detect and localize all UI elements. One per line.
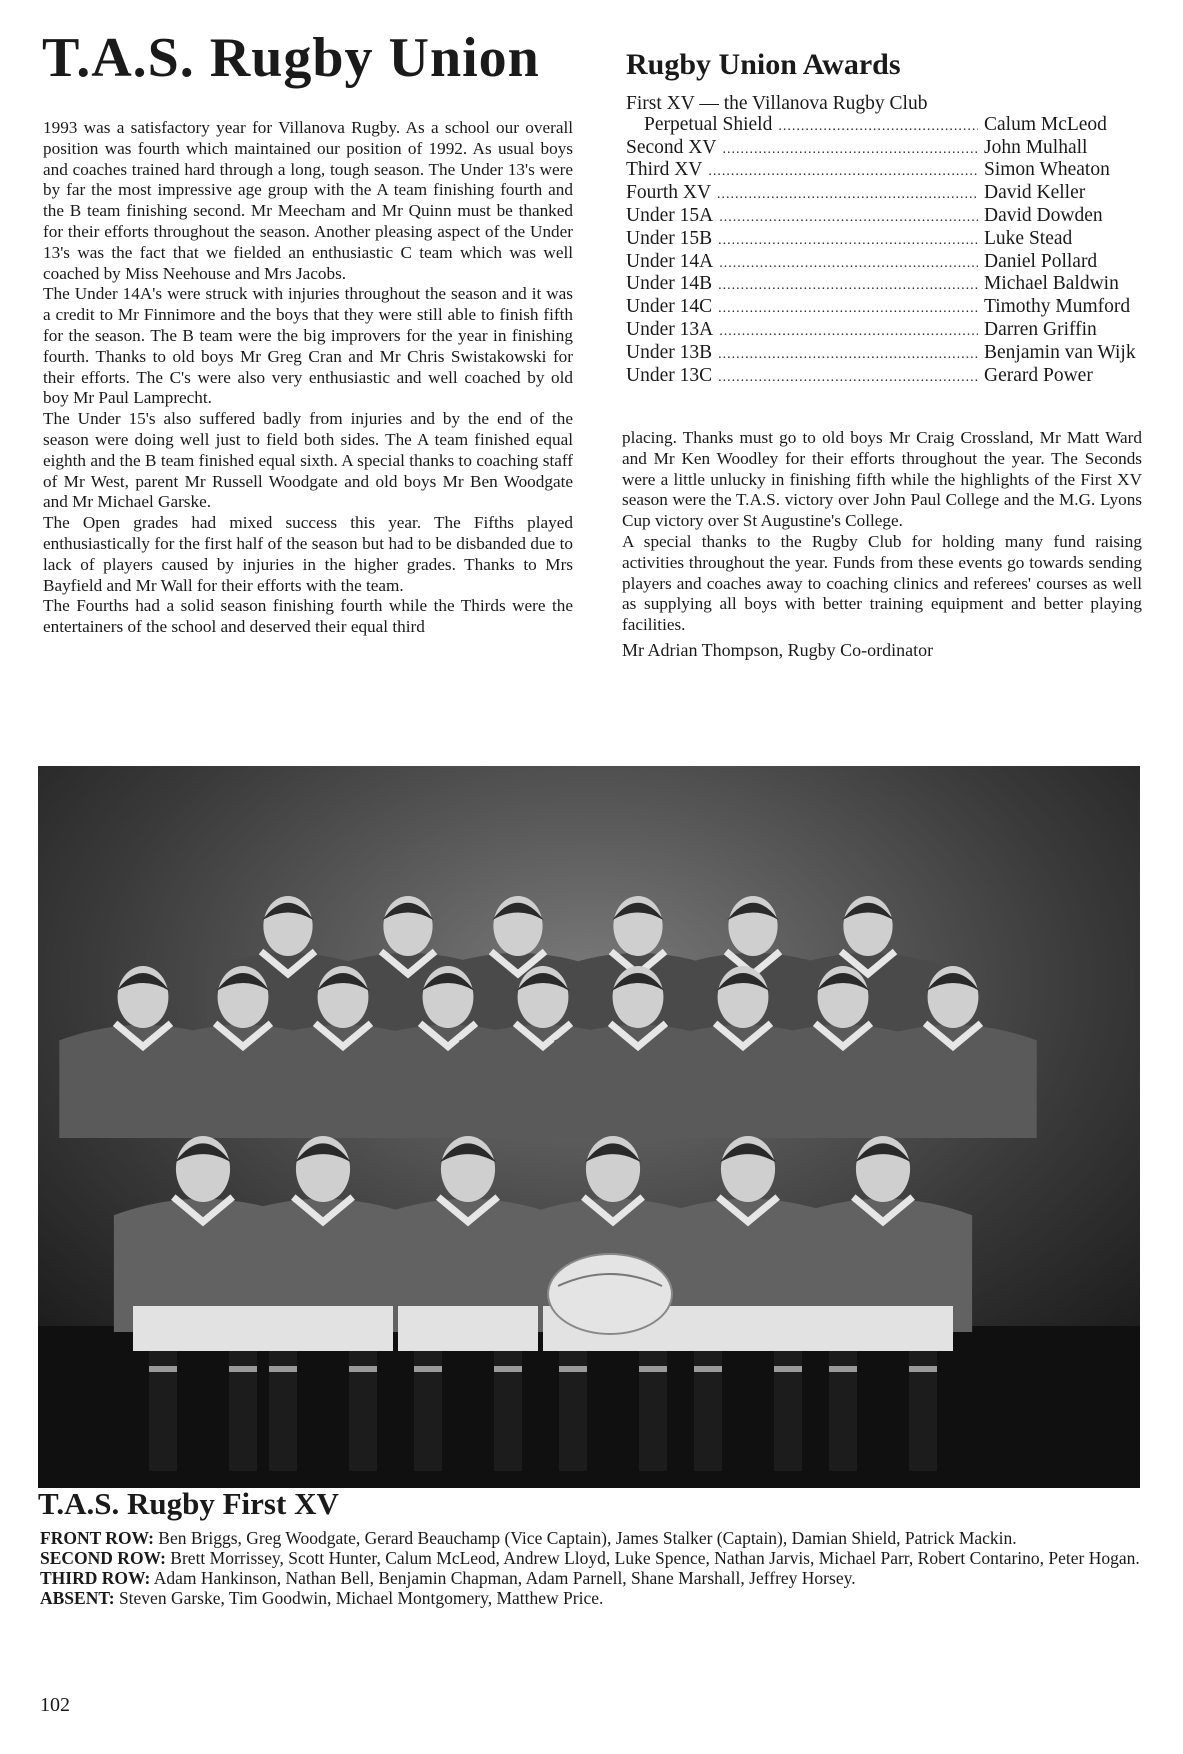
sock-stripe bbox=[229, 1366, 257, 1372]
article-paragraph: A special thanks to the Rugby Club for holding many fund raising activities throughout the year. Funds from these events go towards sending players and coaches away to coaching clinics and referees' courses as well as supplying all boys with better training equipment and better playing facilities. bbox=[622, 531, 1142, 635]
sock-stripe bbox=[269, 1366, 297, 1372]
sock-stripe bbox=[774, 1366, 802, 1372]
team-photo bbox=[38, 766, 1140, 1488]
caption-label: SECOND ROW: bbox=[40, 1548, 166, 1568]
sock-stripe bbox=[494, 1366, 522, 1372]
award-row bbox=[626, 229, 1144, 252]
award-row bbox=[626, 160, 1144, 183]
player-jersey bbox=[869, 1025, 1036, 1138]
award-row bbox=[626, 183, 1144, 206]
player-shorts bbox=[133, 1306, 273, 1351]
award-winner: David Dowden bbox=[984, 204, 1103, 226]
article-paragraph: placing. Thanks must go to old boys Mr Craig Crossland, Mr Matt Ward and Mr Ken Woodley for their efforts throughout the year. The Seconds were a little unlucky in finishing fifth while the highlights of the First XV season were the T.A.S. victory over John Paul College and the M.G. Lyons Cup victory over St Augustine's College. bbox=[622, 428, 1142, 531]
sock-stripe bbox=[149, 1366, 177, 1372]
award-row bbox=[626, 252, 1144, 275]
article-left-column bbox=[43, 118, 573, 638]
caption-row-front bbox=[40, 1528, 1145, 1548]
award-name: Third XV bbox=[626, 159, 703, 181]
award-name: Under 13A bbox=[626, 318, 714, 340]
awards-list bbox=[626, 94, 1144, 388]
caption-label: FRONT ROW: bbox=[40, 1528, 154, 1548]
article-paragraph: The Fourths had a solid season finishing fourth while the Thirds were the entertainers of the school and deserved their equal third bbox=[43, 596, 573, 637]
article-paragraph: The Under 15's also suffered badly from injuries and by the end of the season were doing well just to field both sides. The A team finished equal eighth and the B team finished equal sixth. A special thanks to coaching staff of Mr West, parent Mr Russell Woodgate and old boys Mr Ben Woodgate and Mr Michael Garske. bbox=[43, 409, 573, 512]
dot-leader bbox=[719, 254, 978, 275]
player-shorts bbox=[253, 1306, 393, 1351]
photo-caption bbox=[40, 1528, 1145, 1608]
caption-names: Ben Briggs, Greg Woodgate, Gerard Beauchamp (Vice Captain), James Stalker (Captain), Damian Shield, Patrick Mackin. bbox=[158, 1528, 1017, 1548]
award-winner: Daniel Pollard bbox=[984, 250, 1098, 272]
dot-leader bbox=[718, 345, 978, 366]
award-row bbox=[626, 274, 1144, 297]
award-winner: Timothy Mumford bbox=[984, 296, 1131, 318]
dot-leader bbox=[708, 162, 978, 183]
article-right-column bbox=[622, 428, 1142, 661]
award-name: Under 14C bbox=[626, 296, 713, 318]
article-paragraph: The Under 14A's were struck with injuries throughout the season and it was a credit to Mr Finnimore and the boys that they were still able to finish fifth for the season. The B team were the big improvers for the year in finishing fourth. Thanks to old boys Mr Greg Cran and Mr Chris Swistakowski for their efforts. The C's were also very enthusiastic and well coached by old boy Mr Paul Lamprecht. bbox=[43, 284, 573, 408]
team-photo-illustration bbox=[38, 766, 1140, 1488]
award-name: Under 14B bbox=[626, 273, 713, 295]
award-winner: David Keller bbox=[984, 182, 1086, 204]
award-name: Perpetual Shield bbox=[644, 113, 773, 135]
award-winner: Michael Baldwin bbox=[984, 273, 1119, 295]
dot-leader bbox=[718, 276, 978, 297]
article-paragraph: The Open grades had mixed success this year. The Fifths played enthusiastically for the first half of the season but had to be disbanded due to lack of players caused by injuries in the higher grades. Thanks to Mrs Bayfield and Mr Wall for their efforts with the team. bbox=[43, 513, 573, 595]
award-row bbox=[626, 115, 1144, 138]
award-name: Fourth XV bbox=[626, 182, 712, 204]
award-row bbox=[626, 366, 1144, 389]
award-name: Under 13C bbox=[626, 364, 713, 386]
sock-stripe bbox=[829, 1366, 857, 1372]
sock-stripe bbox=[909, 1366, 937, 1372]
award-winner: Luke Stead bbox=[984, 227, 1073, 249]
award-name: Under 15B bbox=[626, 227, 713, 249]
award-row bbox=[626, 320, 1144, 343]
caption-label: THIRD ROW: bbox=[40, 1568, 151, 1588]
article-paragraph: 1993 was a satisfactory year for Villanova Rugby. As a school our overall position was fourth which maintained our position of 1992. As usual boys and coaches trained hard through a long, tough season. The Under 13's were by far the most impressive age group with the A team finishing fourth and the B team finishing second. Mr Meecham and Mr Quinn must be thanked for their efforts throughout the season. Another pleasing aspect of the Under 13's was the fact that we fielded an enthusiastic C team which was well coached by Miss Neehouse and Mrs Jacobs. bbox=[43, 118, 573, 283]
caption-row-second bbox=[40, 1548, 1145, 1568]
player-shorts bbox=[813, 1306, 953, 1351]
dot-leader bbox=[719, 208, 978, 229]
caption-names: Steven Garske, Tim Goodwin, Michael Montgomery, Matthew Price. bbox=[118, 1588, 604, 1608]
award-winner: Simon Wheaton bbox=[984, 159, 1110, 181]
award-name: Second XV bbox=[626, 136, 717, 158]
caption-names: Brett Morrissey, Scott Hunter, Calum McLeod, Andrew Lloyd, Luke Spence, Nathan Jarvis, Michael Parr, Robert Contarino, Peter Hogan. bbox=[170, 1548, 1140, 1568]
caption-row-third bbox=[40, 1568, 1145, 1588]
award-name: Under 13B bbox=[626, 341, 713, 363]
awards-first-line: First XV — the Villanova Rugby Club bbox=[626, 93, 928, 114]
caption-title: T.A.S. Rugby First XV bbox=[38, 1486, 339, 1521]
dot-leader bbox=[718, 299, 978, 320]
caption-names: Adam Hankinson, Nathan Bell, Benjamin Chapman, Adam Parnell, Shane Marshall, Jeffrey Horsey. bbox=[153, 1568, 856, 1588]
dot-leader bbox=[719, 322, 978, 343]
dot-leader bbox=[722, 140, 978, 161]
caption-row-absent bbox=[40, 1588, 1145, 1608]
award-row bbox=[626, 297, 1144, 320]
award-winner: Calum McLeod bbox=[984, 113, 1107, 135]
player-shorts bbox=[678, 1306, 818, 1351]
page-number: 102 bbox=[40, 1694, 70, 1716]
award-name: Under 14A bbox=[626, 250, 714, 272]
award-name: Under 15A bbox=[626, 204, 714, 226]
dot-leader bbox=[718, 231, 978, 252]
sock-stripe bbox=[694, 1366, 722, 1372]
sock-stripe bbox=[349, 1366, 377, 1372]
page-title: T.A.S. Rugby Union bbox=[42, 27, 540, 89]
dot-leader bbox=[778, 117, 978, 138]
award-winner: Darren Griffin bbox=[984, 318, 1097, 340]
award-winner: Gerard Power bbox=[984, 364, 1093, 386]
award-row bbox=[626, 138, 1144, 161]
award-row bbox=[626, 343, 1144, 366]
sock-stripe bbox=[414, 1366, 442, 1372]
awards-title: Rugby Union Awards bbox=[626, 48, 901, 81]
award-winner: Benjamin van Wijk bbox=[984, 341, 1136, 363]
sock-stripe bbox=[639, 1366, 667, 1372]
dot-leader bbox=[717, 185, 978, 206]
dot-leader bbox=[718, 368, 978, 389]
caption-label: ABSENT: bbox=[40, 1588, 115, 1608]
award-row bbox=[626, 206, 1144, 229]
award-winner: John Mulhall bbox=[984, 136, 1088, 158]
player-shorts bbox=[398, 1306, 538, 1351]
article-signoff: Mr Adrian Thompson, Rugby Co-ordinator bbox=[622, 639, 934, 660]
sock-stripe bbox=[559, 1366, 587, 1372]
